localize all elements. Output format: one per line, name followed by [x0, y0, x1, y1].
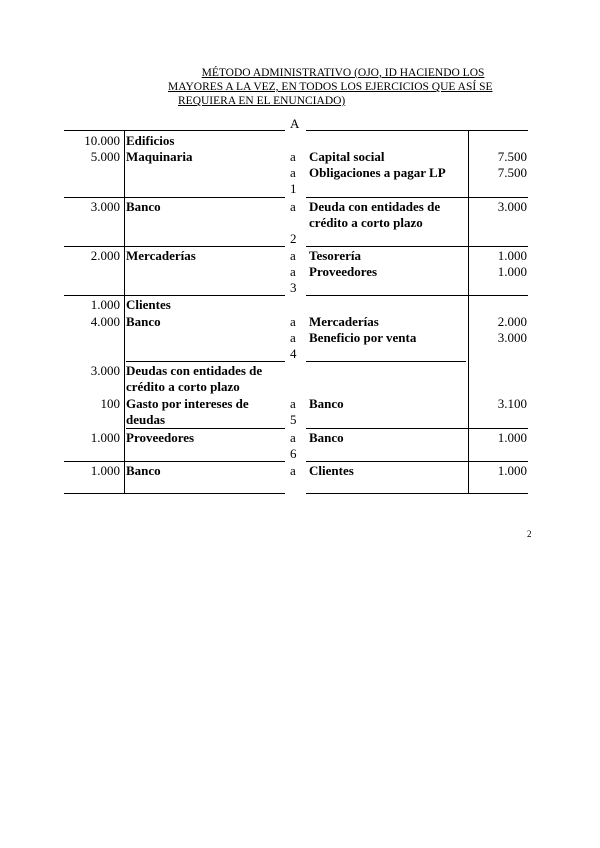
a-connector: a [290, 248, 296, 263]
title-line-1: MÉTODO ADMINISTRATIVO (OJO, ID HACIENDO LOS [201, 67, 485, 79]
entry-separator [306, 461, 528, 462]
entry-separator [306, 295, 528, 296]
entry-separator [306, 197, 528, 198]
entry-separator [64, 295, 285, 296]
entry-separator [126, 361, 285, 362]
debit-amount: 10.000 [84, 133, 120, 148]
entry-number: 2 [290, 231, 297, 246]
journal-header-letter: A [290, 116, 300, 131]
a-connector: a [290, 149, 296, 164]
debit-account: Maquinaria [126, 149, 193, 164]
entry-separator [64, 461, 285, 462]
entry-separator [64, 197, 285, 198]
credit-amount: 3.000 [497, 330, 527, 345]
entry-separator [306, 361, 466, 362]
page-number: 2 [527, 529, 532, 539]
credit-amount: 7.500 [497, 165, 527, 180]
title-line-2: MAYORES A LA VEZ, EN TODOS LOS EJERCICIOS QUE ASÍ SE [168, 81, 493, 93]
credit-account: Capital social [309, 149, 385, 164]
debit-account: Banco [126, 199, 161, 214]
debit-account: Edificios [126, 133, 175, 148]
credit-amount-column-rule [468, 130, 469, 493]
debit-account: Deudas con entidades de crédito a corto plazo [126, 363, 263, 394]
debit-account: Mercaderías [126, 248, 196, 263]
a-connector: a [290, 463, 296, 478]
debit-amount: 3.000 [90, 363, 120, 378]
a-connector: a [290, 330, 296, 345]
debit-column-rule [124, 130, 125, 493]
credit-amount: 3.100 [497, 396, 527, 411]
a-connector: a [290, 264, 296, 279]
debit-account: Gasto por intereses de deudas [126, 396, 249, 427]
header-rule-right [306, 130, 528, 131]
credit-amount: 1.000 [497, 264, 527, 279]
entry-separator [126, 428, 285, 429]
debit-amount: 100 [100, 396, 120, 411]
debit-amount: 1.000 [90, 297, 120, 312]
page-title [168, 66, 518, 108]
credit-amount: 7.500 [497, 149, 527, 164]
debit-account: Banco [126, 463, 161, 478]
entry-separator [64, 493, 285, 494]
entry-number: 4 [290, 346, 297, 361]
credit-account: Tesorería [309, 248, 361, 263]
credit-account: Mercaderías [309, 314, 379, 329]
credit-account: Banco [309, 396, 344, 411]
credit-account: Obligaciones a pagar LP [309, 165, 446, 180]
credit-account: Proveedores [309, 264, 378, 279]
debit-amount: 3.000 [90, 199, 120, 214]
credit-amount: 3.000 [497, 199, 527, 214]
debit-amount: 5.000 [90, 149, 120, 164]
debit-amount: 1.000 [90, 430, 120, 445]
credit-account: Clientes [309, 463, 354, 478]
header-rule-left [64, 130, 285, 131]
a-connector: a [290, 199, 296, 214]
entry-number: 5 [290, 412, 297, 427]
debit-account: Clientes [126, 297, 171, 312]
debit-amount: 1.000 [90, 463, 120, 478]
credit-amount: 1.000 [497, 463, 527, 478]
credit-amount: 1.000 [497, 430, 527, 445]
title-line-3: REQUIERA EN EL ENUNCIADO) [178, 95, 346, 107]
debit-account: Banco [126, 314, 161, 329]
debit-account: Proveedores [126, 430, 195, 445]
credit-amount: 1.000 [497, 248, 527, 263]
a-connector: a [290, 430, 296, 445]
a-connector: a [290, 314, 296, 329]
credit-account: Banco [309, 430, 344, 445]
credit-amount: 2.000 [497, 314, 527, 329]
credit-account: Beneficio por venta [309, 330, 417, 345]
entry-separator [64, 246, 285, 247]
entry-number: 1 [290, 181, 297, 196]
entry-number: 3 [290, 280, 297, 295]
a-connector: a [290, 165, 296, 180]
debit-amount: 2.000 [90, 248, 120, 263]
entry-separator [306, 246, 528, 247]
entry-number: 6 [290, 446, 297, 461]
debit-amount: 4.000 [90, 314, 120, 329]
credit-account: Deuda con entidades de crédito a corto plazo [309, 199, 441, 230]
entry-separator [306, 493, 528, 494]
entry-separator [306, 428, 528, 429]
a-connector: a [290, 396, 296, 411]
